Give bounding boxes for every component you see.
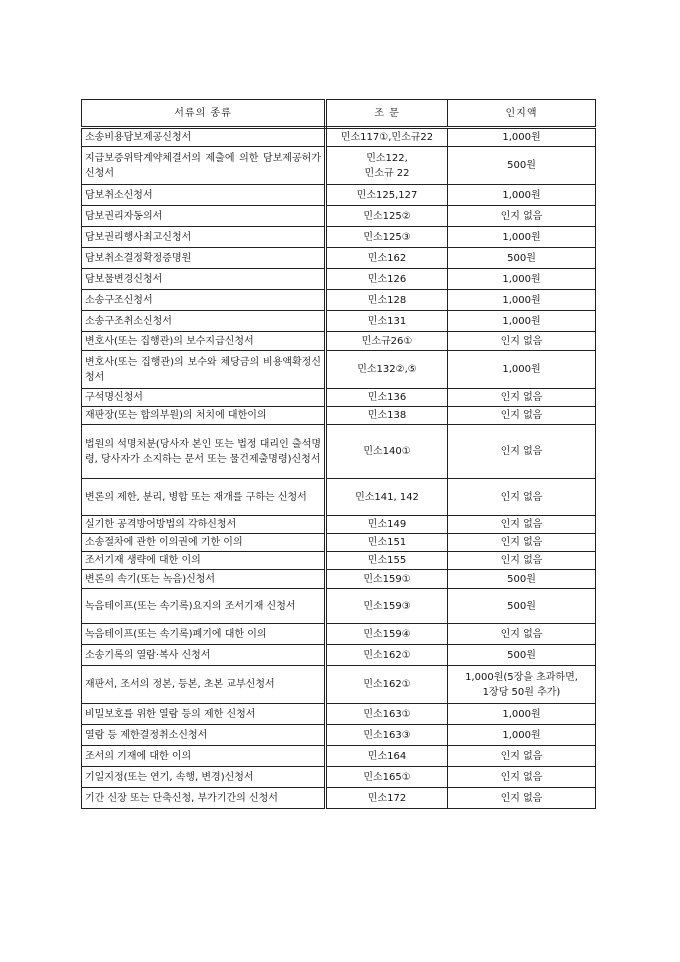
cell-document-type: 비밀보호를 위한 열람 등의 제한 신청서 bbox=[82, 704, 326, 725]
cell-article: 민소159④ bbox=[326, 624, 448, 645]
cell-document-type: 녹음테이프(또는 속기록)폐기에 대한 이의 bbox=[82, 624, 326, 645]
table-row bbox=[82, 645, 596, 666]
cell-article: 민소165① bbox=[326, 767, 448, 788]
cell-stamp-fee: 1,000원 bbox=[448, 269, 596, 290]
table-row bbox=[82, 767, 596, 788]
table-row bbox=[82, 516, 596, 534]
cell-stamp-fee: 500원 bbox=[448, 248, 596, 269]
cell-article: 민소136 bbox=[326, 389, 448, 407]
cell-article: 민소117①,민소규22 bbox=[326, 128, 448, 147]
cell-stamp-fee: 인지 없음 bbox=[448, 425, 596, 479]
cell-stamp-fee: 인지 없음 bbox=[448, 552, 596, 570]
cell-stamp-fee: 500원 bbox=[448, 589, 596, 624]
cell-article: 민소128 bbox=[326, 290, 448, 311]
cell-document-type: 지급보증위탁계약체결서의 제출에 의한 담보제공허가신청서 bbox=[82, 147, 326, 185]
cell-article: 민소140① bbox=[326, 425, 448, 479]
table-row bbox=[82, 311, 596, 332]
table-row bbox=[82, 332, 596, 351]
table-body bbox=[82, 128, 596, 809]
cell-document-type: 담보권리행사최고신청서 bbox=[82, 227, 326, 248]
cell-article: 민소162① bbox=[326, 666, 448, 704]
cell-article: 민소125② bbox=[326, 206, 448, 227]
cell-stamp-fee: 1,000원 bbox=[448, 725, 596, 746]
table-row bbox=[82, 206, 596, 227]
cell-article: 민소162① bbox=[326, 645, 448, 666]
table-header-row bbox=[82, 100, 596, 128]
cell-stamp-fee: 인지 없음 bbox=[448, 206, 596, 227]
cell-document-type: 소송절차에 관한 이의권에 기한 이의 bbox=[82, 534, 326, 552]
cell-stamp-fee: 500원 bbox=[448, 645, 596, 666]
cell-document-type: 소송구조신청서 bbox=[82, 290, 326, 311]
table-row bbox=[82, 746, 596, 767]
cell-stamp-fee: 인지 없음 bbox=[448, 332, 596, 351]
cell-document-type: 구석명신청서 bbox=[82, 389, 326, 407]
cell-stamp-fee: 인지 없음 bbox=[448, 624, 596, 645]
cell-article: 민소122, 민소규 22 bbox=[326, 147, 448, 185]
cell-document-type: 재판서, 조서의 정본, 등본, 초본 교부신청서 bbox=[82, 666, 326, 704]
cell-stamp-fee: 인지 없음 bbox=[448, 767, 596, 788]
cell-document-type: 열람 등 제한결정취소신청서 bbox=[82, 725, 326, 746]
cell-stamp-fee: 인지 없음 bbox=[448, 534, 596, 552]
cell-stamp-fee: 인지 없음 bbox=[448, 479, 596, 516]
cell-article: 민소151 bbox=[326, 534, 448, 552]
cell-document-type: 녹음테이프(또는 속기록)요지의 조서기재 신청서 bbox=[82, 589, 326, 624]
cell-document-type: 기간 신장 또는 단축신청, 부가기간의 신청서 bbox=[82, 788, 326, 809]
cell-article: 민소159① bbox=[326, 570, 448, 589]
cell-stamp-fee: 1,000원 bbox=[448, 227, 596, 248]
table-row bbox=[82, 128, 596, 147]
cell-document-type: 변호사(또는 집행관)의 보수와 체당금의 비용액확정신청서 bbox=[82, 351, 326, 389]
cell-document-type: 변호사(또는 집행관)의 보수지급신청서 bbox=[82, 332, 326, 351]
cell-article: 민소규26① bbox=[326, 332, 448, 351]
cell-document-type: 법원의 석명처분(당사자 본인 또는 법정 대리인 출석명령, 당사자가 소지하는 문서 또는 물건제출명령)신청서 bbox=[82, 425, 326, 479]
cell-article: 민소138 bbox=[326, 407, 448, 425]
table-row bbox=[82, 725, 596, 746]
cell-stamp-fee: 인지 없음 bbox=[448, 389, 596, 407]
header-article: 조 문 bbox=[326, 100, 448, 128]
table-row bbox=[82, 248, 596, 269]
table-row bbox=[82, 389, 596, 407]
table-row bbox=[82, 666, 596, 704]
cell-stamp-fee: 1,000원 bbox=[448, 185, 596, 206]
cell-stamp-fee: 500원 bbox=[448, 570, 596, 589]
cell-article: 민소141, 142 bbox=[326, 479, 448, 516]
table-row bbox=[82, 407, 596, 425]
cell-document-type: 소송기록의 열람·복사 신청서 bbox=[82, 645, 326, 666]
header-document-type: 서류의 종류 bbox=[82, 100, 326, 128]
cell-article: 민소159③ bbox=[326, 589, 448, 624]
cell-article: 민소125,127 bbox=[326, 185, 448, 206]
table-row bbox=[82, 534, 596, 552]
cell-document-type: 소송구조취소신청서 bbox=[82, 311, 326, 332]
table-row bbox=[82, 147, 596, 185]
table-row bbox=[82, 624, 596, 645]
cell-stamp-fee: 1,000원 bbox=[448, 351, 596, 389]
cell-document-type: 변론의 속기(또는 녹음)신청서 bbox=[82, 570, 326, 589]
table-row bbox=[82, 788, 596, 809]
table-row bbox=[82, 290, 596, 311]
cell-stamp-fee: 인지 없음 bbox=[448, 407, 596, 425]
cell-article: 민소163① bbox=[326, 704, 448, 725]
cell-stamp-fee: 1,000원 bbox=[448, 290, 596, 311]
cell-document-type: 소송비용담보제공신청서 bbox=[82, 128, 326, 147]
table-row bbox=[82, 351, 596, 389]
table-row bbox=[82, 185, 596, 206]
cell-document-type: 담보취소결정확정증명원 bbox=[82, 248, 326, 269]
cell-document-type: 변론의 제한, 분리, 병합 또는 재개를 구하는 신청서 bbox=[82, 479, 326, 516]
cell-stamp-fee: 인지 없음 bbox=[448, 516, 596, 534]
cell-document-type: 기일지정(또는 연기, 속행, 변경)신청서 bbox=[82, 767, 326, 788]
cell-article: 민소131 bbox=[326, 311, 448, 332]
cell-stamp-fee: 1,000원(5장을 초과하면, 1장당 50원 추가) bbox=[448, 666, 596, 704]
table-row bbox=[82, 589, 596, 624]
cell-article: 민소162 bbox=[326, 248, 448, 269]
table-row bbox=[82, 269, 596, 290]
cell-article: 민소172 bbox=[326, 788, 448, 809]
table-row bbox=[82, 479, 596, 516]
cell-document-type: 담보권리자동의서 bbox=[82, 206, 326, 227]
cell-article: 민소149 bbox=[326, 516, 448, 534]
cell-stamp-fee: 1,000원 bbox=[448, 311, 596, 332]
stamp-fee-table bbox=[81, 99, 596, 809]
table-row bbox=[82, 425, 596, 479]
table-row bbox=[82, 704, 596, 725]
table-row bbox=[82, 227, 596, 248]
cell-document-type: 담보취소신청서 bbox=[82, 185, 326, 206]
cell-document-type: 조서기재 생략에 대한 이의 bbox=[82, 552, 326, 570]
cell-stamp-fee: 인지 없음 bbox=[448, 746, 596, 767]
table-row bbox=[82, 570, 596, 589]
cell-article: 민소155 bbox=[326, 552, 448, 570]
cell-document-type: 실기한 공격방어방법의 각하신청서 bbox=[82, 516, 326, 534]
cell-document-type: 재판장(또는 합의부원)의 처치에 대한이의 bbox=[82, 407, 326, 425]
cell-document-type: 조서의 기재에 대한 이의 bbox=[82, 746, 326, 767]
cell-document-type: 담보물변경신청서 bbox=[82, 269, 326, 290]
cell-article: 민소126 bbox=[326, 269, 448, 290]
cell-article: 민소132②,⑤ bbox=[326, 351, 448, 389]
cell-stamp-fee: 500원 bbox=[448, 147, 596, 185]
cell-article: 민소163③ bbox=[326, 725, 448, 746]
cell-article: 민소164 bbox=[326, 746, 448, 767]
header-stamp-fee: 인지액 bbox=[448, 100, 596, 128]
cell-stamp-fee: 1,000원 bbox=[448, 704, 596, 725]
cell-stamp-fee: 인지 없음 bbox=[448, 788, 596, 809]
cell-stamp-fee: 1,000원 bbox=[448, 128, 596, 147]
cell-article: 민소125③ bbox=[326, 227, 448, 248]
table-row bbox=[82, 552, 596, 570]
